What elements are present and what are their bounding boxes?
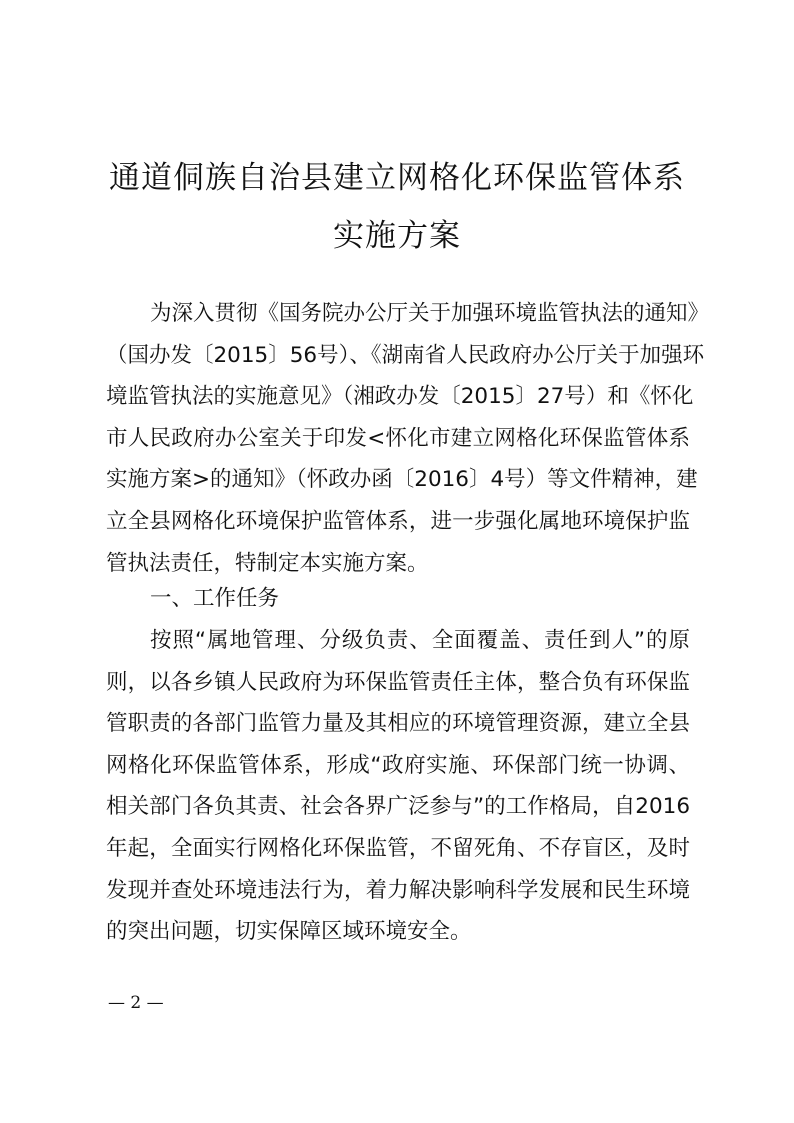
paragraph-line: 为深入贯彻《国务院办公厅关于加强环境监管执法的通知》 <box>150 301 710 326</box>
paragraph-line: 立全县网格化环境保护监管体系，进一步强化属地环境保护监 <box>106 508 690 534</box>
paragraph-line: 管职责的各部门监管力量及其相应的环境管理资源，建立全县 <box>106 711 690 737</box>
document-title-line-1: 通道侗族自治县建立网格化环保监管体系 <box>109 160 685 196</box>
paragraph-line: 年起，全面实行网格化环保监管，不留死角、不存盲区，及时 <box>106 835 690 861</box>
document-title-line-2: 实施方案 <box>333 218 461 254</box>
intro-paragraph <box>106 293 710 584</box>
paragraph-line: 管执法责任，特制定本实施方案。 <box>106 550 429 576</box>
paragraph-line: 网格化环保监管体系，形成“政府实施、环保部门统一协调、 <box>106 752 690 778</box>
paragraph-line: 境监管执法的实施意见》（湘政办发〔2015〕27号）和《怀化 <box>106 384 694 410</box>
paragraph-line: 的突出问题，切实保障区域环境安全。 <box>106 919 472 945</box>
paragraph-line: （国办发〔2015〕56号）、《湖南省人民政府办公厅关于加强环 <box>106 342 705 368</box>
paragraph-line: 发现并查处环境违法行为，着力解决影响科学发展和民生环境 <box>106 877 690 903</box>
paragraph-line: 实施方案>的通知》（怀政办函〔2016〕4号）等文件精神，建 <box>106 467 698 493</box>
work-tasks-paragraph <box>106 620 690 953</box>
section-heading-work-tasks: 一、工作任务 <box>150 586 280 611</box>
paragraph-line: 按照“属地管理、分级负责、全面覆盖、责任到人”的原 <box>150 628 690 653</box>
paragraph-line: 市人民政府办公室关于印发<怀化市建立网格化环保监管体系 <box>106 425 690 451</box>
paragraph-line: 相关部门各负其责、社会各界广泛参与”的工作格局，自2016 <box>106 794 690 820</box>
paragraph-line: 则，以各乡镇人民政府为环保监管责任主体，整合负有环保监 <box>106 669 690 695</box>
page-number: — 2 — <box>108 993 164 1013</box>
